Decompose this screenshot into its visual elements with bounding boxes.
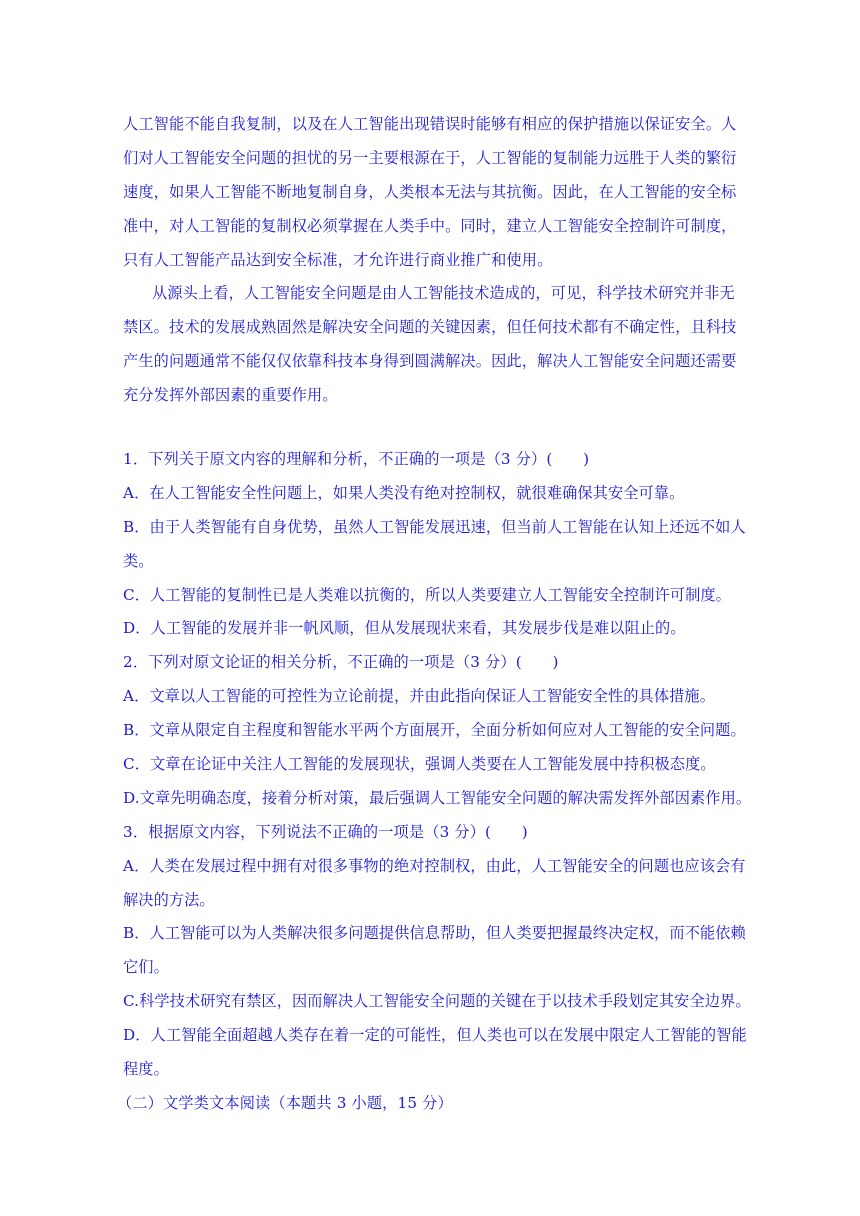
option-a: A．人类在发展过程中拥有对很多事物的绝对控制权，由此，人工智能安全的问题也应该会有 xyxy=(123,856,746,875)
option-a-continued: 解决的方法。 xyxy=(123,890,215,909)
passage-paragraph-2 xyxy=(123,277,743,413)
option-b: B．人工智能可以为人类解决很多问题提供信息帮助，但人类要把握最终决定权，而不能依赖 xyxy=(123,924,746,943)
section-heading: （二）文学类文本阅读（本题共 3 小题，15 分） xyxy=(117,1093,453,1112)
paragraph-line: 速度，如果人工智能不断地复制自身，人类根本无法与其抗衡。因此，在人工智能的安全标 xyxy=(123,182,737,201)
paragraph-line: 产生的问题通常不能仅仅依靠科技本身得到圆满解决。因此，解决人工智能安全问题还需要 xyxy=(123,352,737,371)
question-stem: 2．下列对原文论证的相关分析，不正确的一项是（3 分）( ) xyxy=(123,653,559,672)
option-b-continued: 它们。 xyxy=(123,958,169,977)
spacer xyxy=(123,413,743,443)
option-a: A．文章以人工智能的可控性为立论前提，并由此指向保证人工智能安全性的具体措施。 xyxy=(123,687,715,706)
question-stem: 1．下列关于原文内容的理解和分析，不正确的一项是（3 分）( ) xyxy=(123,450,590,469)
question-2 xyxy=(123,646,752,815)
passage-paragraph-1 xyxy=(123,108,743,277)
paragraph-line: 们对人工智能安全问题的担忧的另一主要根源在于，人工智能的复制能力远胜于人类的繁衍 xyxy=(123,148,737,167)
option-d-continued: 程度。 xyxy=(123,1060,169,1079)
paragraph-line: 只有人工智能产品达到安全标准，才允许进行商业推广和使用。 xyxy=(123,250,553,269)
paragraph-line: 禁区。技术的发展成熟固然是解决安全问题的关键因素，但任何技术都有不确定性，且科技 xyxy=(123,318,737,337)
question-stem: 3．根据原文内容，下列说法不正确的一项是（3 分）( ) xyxy=(123,822,528,841)
paragraph-line: 从源头上看，人工智能安全问题是由人工智能技术造成的，可见，科学技术研究并非无 xyxy=(152,284,735,303)
option-b: B．由于人类智能有自身优势，虽然人工智能发展迅速，但当前人工智能在认知上还远不如人 xyxy=(123,517,746,536)
option-c: C.科学技术研究有禁区，因而解决人工智能安全问题的关键在于以技术手段划定其安全边界。 xyxy=(123,992,751,1011)
option-c: C．人工智能的复制性已是人类难以抗衡的，所以人类要建立人工智能安全控制许可制度。 xyxy=(123,585,731,604)
paragraph-line: 充分发挥外部因素的重要作用。 xyxy=(123,386,338,405)
option-d: D．人工智能的发展并非一帆风顺，但从发展现状来看，其发展步伐是难以阻止的。 xyxy=(123,619,686,638)
document-page xyxy=(117,108,752,1121)
paragraph-line: 人工智能不能自我复制，以及在人工智能出现错误时能够有相应的保护措施以保证安全。人 xyxy=(123,115,737,133)
option-d: D．人工智能全面超越人类存在着一定的可能性，但人类也可以在发展中限定人工智能的智能 xyxy=(123,1026,747,1045)
option-d: D.文章先明确态度，接着分析对策，最后强调人工智能安全问题的解决需发挥外部因素作用。 xyxy=(123,788,752,807)
option-a: A．在人工智能安全性问题上，如果人类没有绝对控制权，就很难确保其安全可靠。 xyxy=(123,483,685,502)
question-1 xyxy=(123,443,746,646)
option-b: B．文章从限定自主程度和智能水平两个方面展开，全面分析如何应对人工智能的安全问题。 xyxy=(123,721,746,740)
question-3 xyxy=(123,816,751,1087)
paragraph-line: 准中，对人工智能的复制权必须掌握在人类手中。同时，建立人工智能安全控制许可制度， xyxy=(123,216,737,235)
option-b-continued: 类。 xyxy=(123,551,154,570)
option-c: C．文章在论证中关注人工智能的发展现状，强调人类要在人工智能发展中持积极态度。 xyxy=(123,755,716,774)
